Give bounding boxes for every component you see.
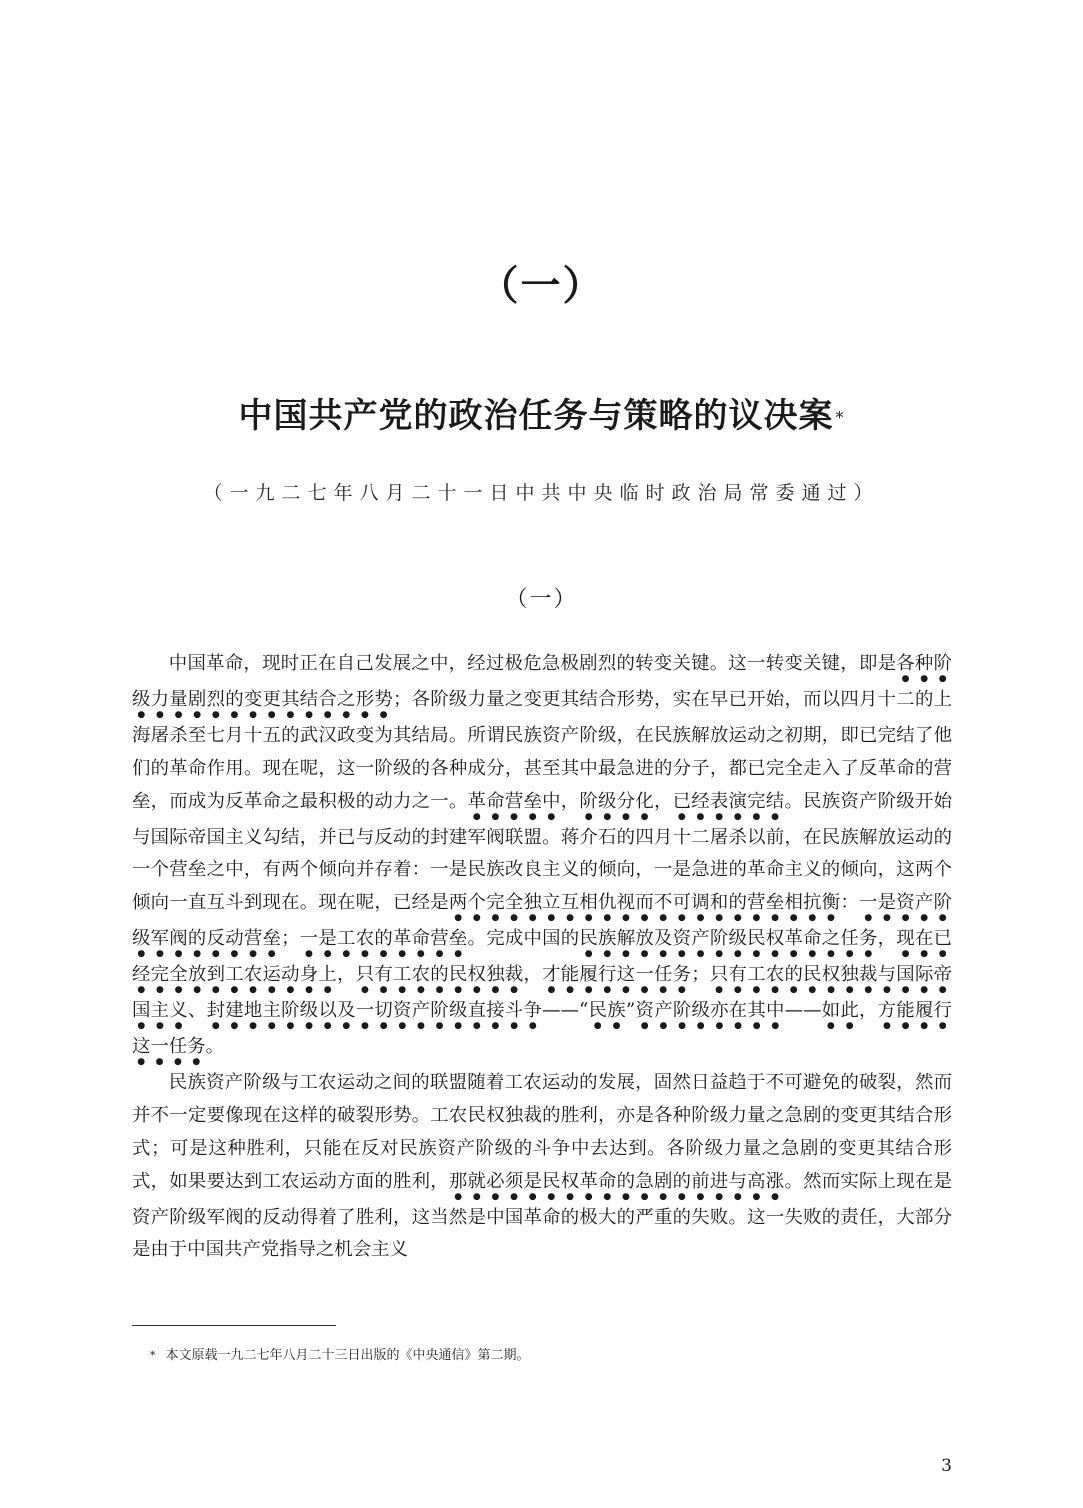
title-footnote-marker: * — [835, 408, 845, 427]
document-title-text: 中国共产党的政治任务与策略的议决案 — [238, 396, 834, 436]
text-run: 。完成中国的 — [467, 928, 580, 950]
section-heading: （一） — [505, 587, 578, 612]
emphasized-text: 民族解放及资产阶级民权革命之任务，现在已经完全放到工农运动身上，只有工农的民权独裁，才能履行这一任务；只有工农的民权独裁与国际帝国主义、封建地主阶级以及一切资产阶级直接斗争——“民族”资产阶级亦在其中——如此，方能履行这一任务 — [132, 928, 952, 1058]
emphasized-text: 两个完全独立互相仇视而不可调和的营垒相抗衡：一是资产阶级军阀的反动营垒；一是工农的革命营垒 — [132, 892, 952, 950]
text-run: 民族资产阶级与工农运动之间的联盟随着工农运动的发展，固然日益趋于不可避免的破裂，然而并不一定要像现在这样的破裂形势。工农民权独裁的胜利，亦是各种阶级力量之急剧的变更其结合形式；可是这种胜利，只能在反对民族资产阶级的斗争中去达到。各阶级力量之急剧的变更其结合形式，如果要达到工农运动方面的胜利， — [132, 1072, 952, 1192]
text-run: 。民族资产阶级开始与国际帝国主义勾结，并已与反动的封建军阀联盟。蒋介石的四月十二屠杀以前，在民族解放运动的一个营垒之中，有两个倾向并存着：一是民族改良主义的倾向，一是急进的革命主义的倾向，这两个倾向一直互斗到现在。现在呢，已经是 — [132, 790, 952, 914]
footnote-text: 本文原载一九二七年八月二十三日出版的《中央通信》第二期。 — [165, 1348, 530, 1363]
emphasized-text: 革命营垒中，阶级分化，已经表演完结 — [467, 790, 785, 812]
text-run: 。 — [205, 1036, 224, 1058]
part-heading: （一） — [478, 263, 605, 309]
footnote-divider — [132, 1325, 336, 1326]
body-text — [132, 648, 952, 1267]
text-run: 。然而实际上现在是资产阶级军阀的反动得着了胜利，这当然是中国革命的极大的严重的失败。这一失败的责任，大部分是由于中国共产党指导之机会主义 — [132, 1170, 952, 1261]
document-subtitle: （一九二七年八月二十一日中共中央临时政治局常委通过） — [203, 482, 880, 504]
emphasized-text: 那就必须是民权革命的急剧的前进与高涨 — [448, 1170, 785, 1192]
paragraph — [132, 1067, 952, 1267]
paragraph — [132, 648, 952, 1067]
document-title — [0, 390, 1083, 442]
page-number: 3 — [941, 1456, 952, 1476]
text-run: 中国革命，现时正在自己发展之中，经过极危急极剧烈的转变关键。这一转变关键，即是 — [168, 653, 897, 674]
footnote-marker: * — [150, 1349, 156, 1362]
text-run: ；各阶级力量之变更其结合形势，实在早已开始，而以四月十二的上海屠杀至七月十五的武汉政变为其结局。所谓民族资产阶级，在民族解放运动之初期，即已完结了他们的革命作用。现在呢，这一阶级的各种成分，甚至其中最急进的分子，都已完全走入了反革命的营垒，而成为反革命之最积极的动力之一。 — [132, 689, 952, 812]
footnote — [150, 1346, 930, 1366]
emphasized-text: 各种阶级力量剧烈的变更其结合之形势 — [132, 653, 952, 710]
